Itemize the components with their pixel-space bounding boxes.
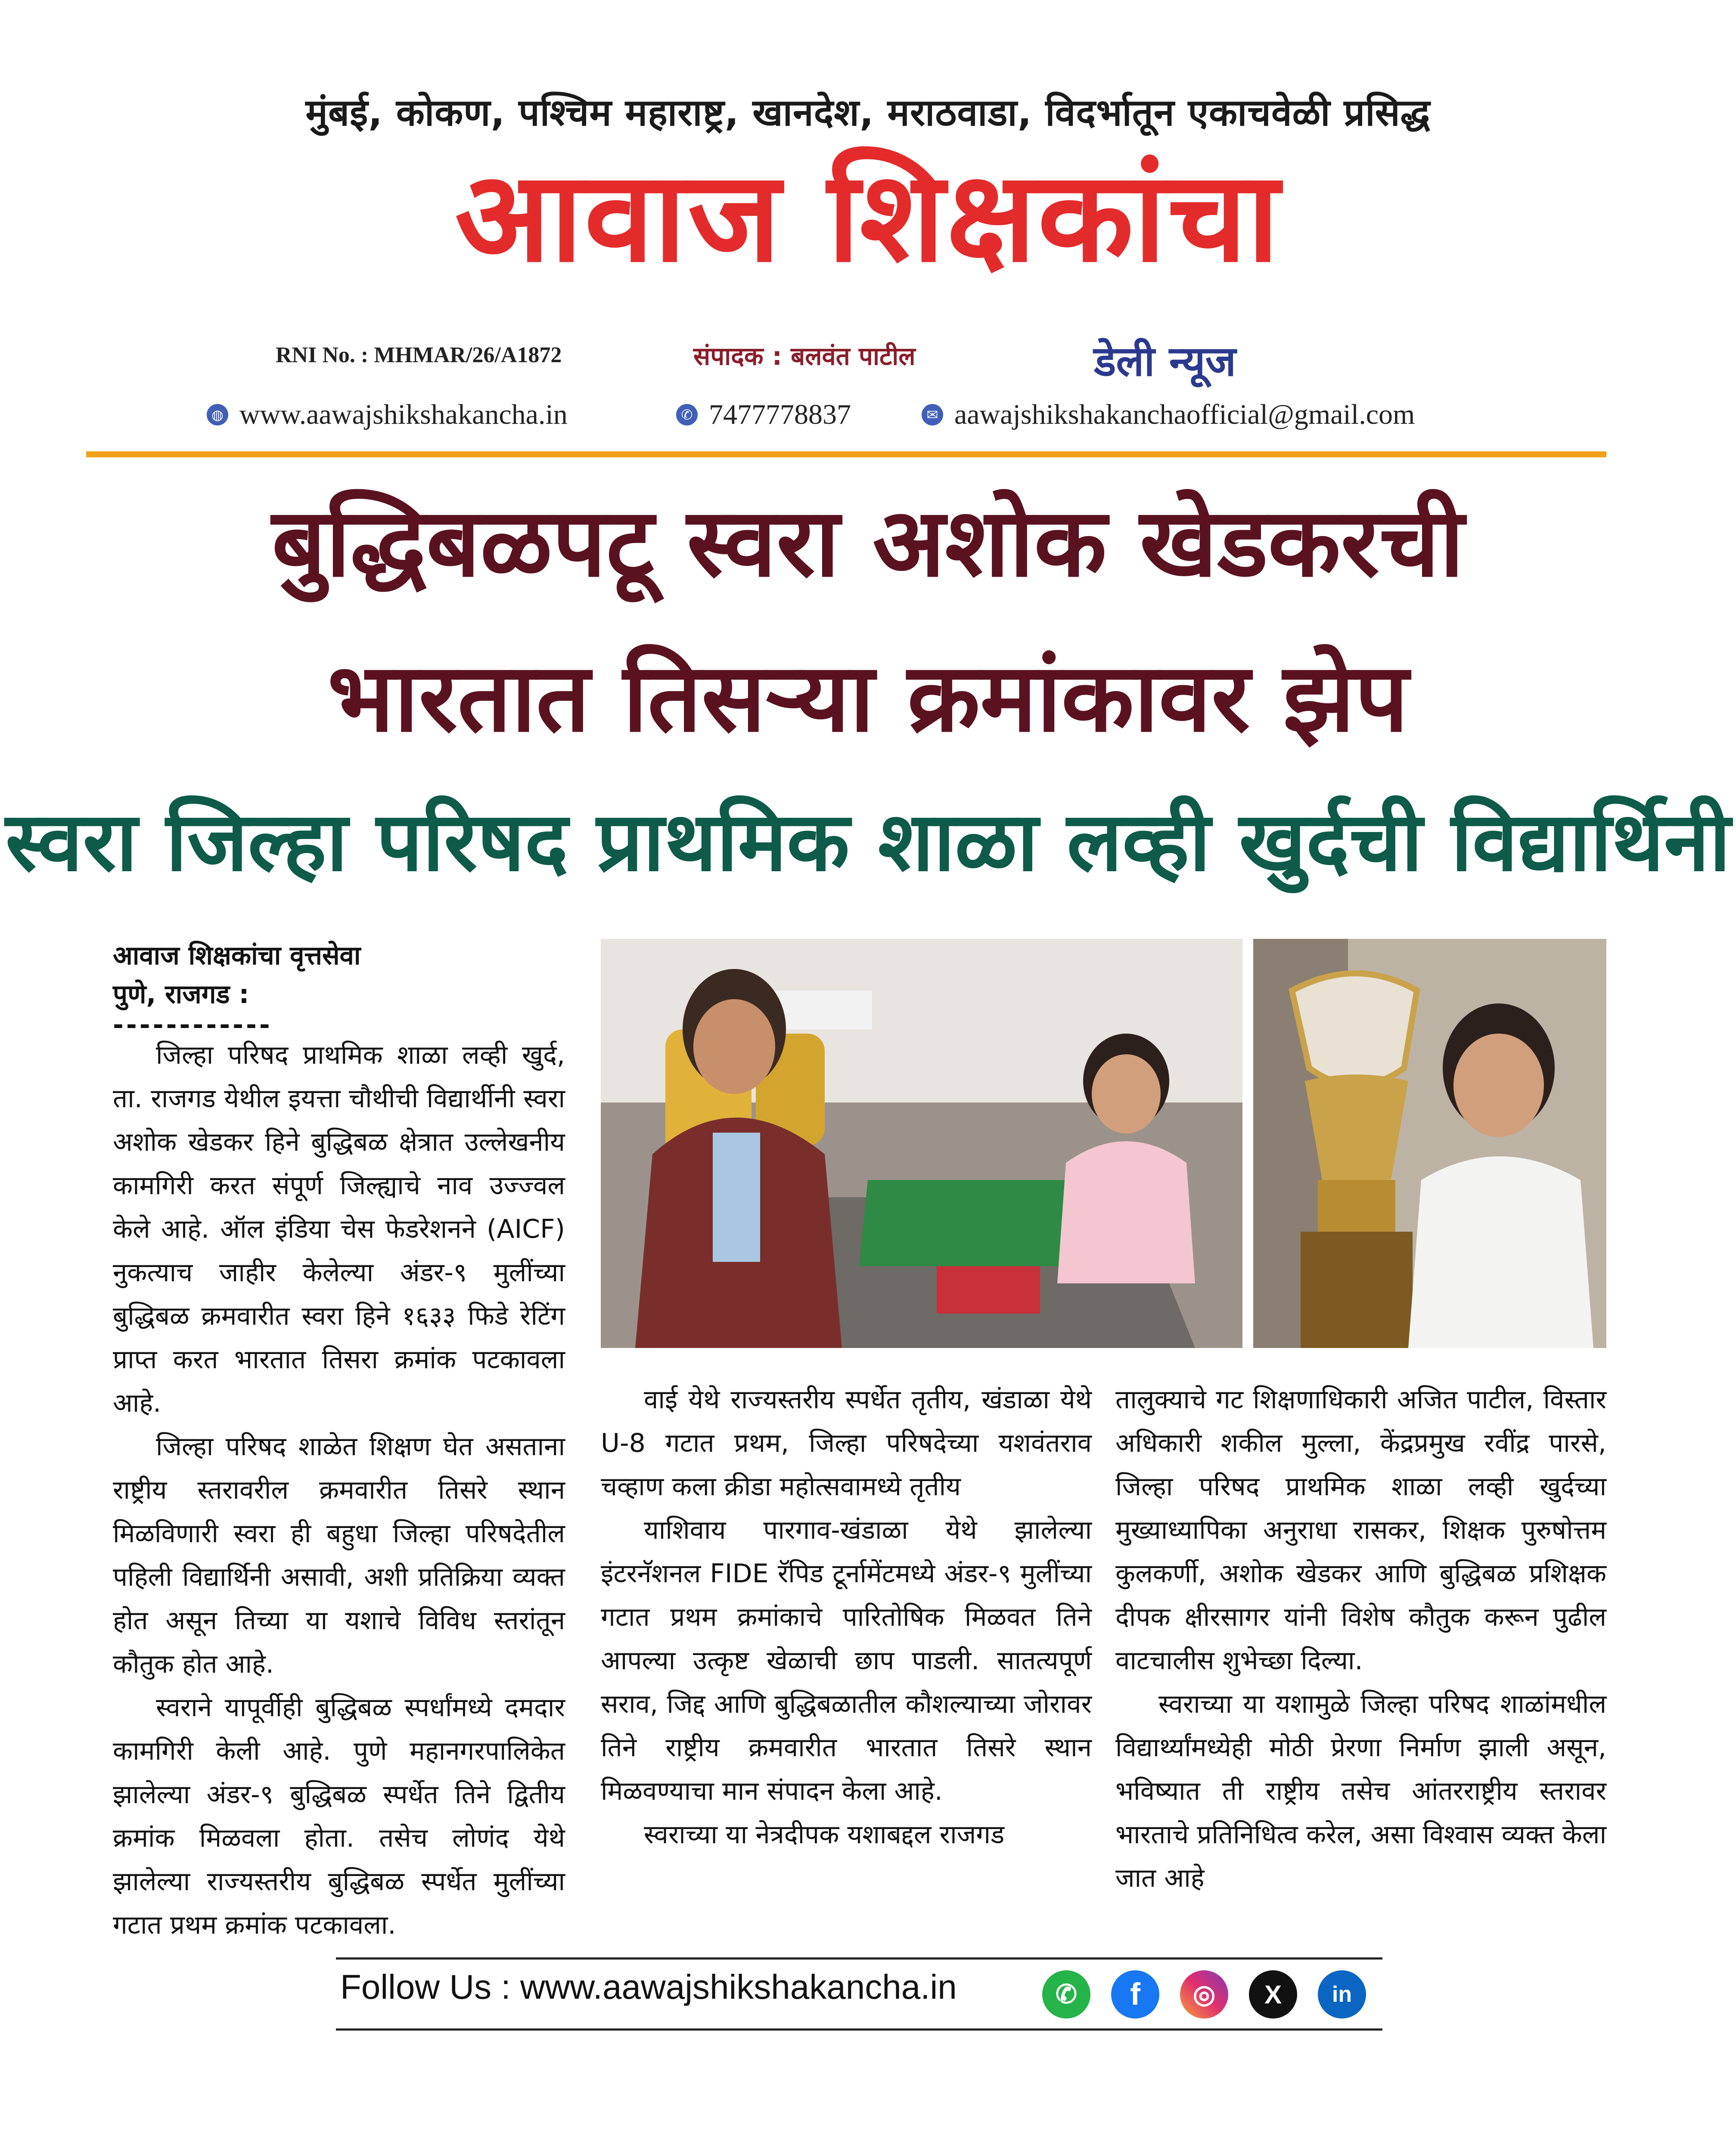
header-divider bbox=[86, 451, 1606, 457]
phone-icon: ✆ bbox=[676, 404, 698, 425]
website-contact[interactable] bbox=[207, 398, 568, 431]
article-column-2 bbox=[601, 1378, 1092, 1857]
phone-text[interactable]: 7477778837 bbox=[709, 399, 851, 430]
instagram-icon[interactable]: ◎ bbox=[1180, 1970, 1228, 2019]
whatsapp-icon[interactable]: ✆ bbox=[1042, 1970, 1090, 2019]
paragraph: जिल्हा परिषद प्राथमिक शाळा लव्ही खुर्द, ता. राजगड येथील इयत्ता चौथीची विद्यार्थीनी स्वरा अशोक खेडकर हिने बुद्धिबळ क्षेत्रात उल्लेखनीय कामगिरी करत संपूर्ण जिल्ह्याचे नाव उज्ज्वल केले आहे. ऑल इंडिया चेस फेडरेशनने (AICF) नुकत्याच जाहीर केलेल्या अंडर-९ मुलींच्या बुद्धिबळ क्रमवारीत स्वरा हिने १६३३ फिडे रेटिंग प्राप्त करत भारतात तिसरा क्रमांक पटकावला आहे. bbox=[113, 1040, 565, 1418]
email-contact[interactable] bbox=[922, 398, 1415, 431]
chess-match-photo bbox=[601, 939, 1242, 1348]
website-text[interactable]: www.aawajshikshakancha.in bbox=[239, 399, 568, 430]
paragraph: याशिवाय पारगाव-खंडाळा येथे झालेल्या इंटरनॅशनल FIDE रॅपिड टूर्नामेंटमध्ये अंडर-९ मुलींच्या गटात प्रथम क्रमांकाचे पारितोषिक मिळवत तिने आपल्या उत्कृष्ट खेळाची छाप पाडली. सातत्यपूर्ण सराव, जिद्द आणि बुद्धिबळातील कौशल्याच्या जोरावर तिने राष्ट्रीय क्रमवारीत भारतात तिसरे स्थान मिळवण्याचा मान संपादन केला आहे. bbox=[601, 1515, 1092, 1806]
rni-number: RNI No. : MHMAR/26/A1872 bbox=[276, 343, 562, 367]
trophy-illustration bbox=[1253, 939, 1606, 1348]
byline-divider: ------------ bbox=[113, 1010, 273, 1040]
phone-contact[interactable] bbox=[676, 398, 851, 431]
footer-divider-top bbox=[336, 1957, 1382, 1960]
trophy-photo bbox=[1253, 939, 1606, 1348]
email-text[interactable]: aawajshikshakanchaofficial@gmail.com bbox=[954, 399, 1415, 430]
article-column-3 bbox=[1115, 1378, 1606, 1900]
paragraph: वाई येथे राज्यस्तरीय स्पर्धेत तृतीय, खंडाळा येथे U-8 गटात प्रथम, जिल्हा परिषदेच्या यशवंतराव चव्हाण कला क्रीडा महोत्सवामध्ये तृतीय bbox=[601, 1385, 1092, 1502]
byline: आवाज शिक्षकांचा वृत्तसेवा bbox=[113, 941, 361, 971]
paragraph: स्वराने यापूर्वीही बुद्धिबळ स्पर्धांमध्ये दमदार कामगिरी केली आहे. पुणे महानगरपालिकेत झालेल्या अंडर-९ बुद्धिबळ स्पर्धेत तिने द्वितीय क्रमांक मिळवला होता. तसेच लोणंद येथे झालेल्या राज्यस्तरीय बुद्धिबळ स्पर्धेत मुलींच्या गटात प्रथम क्रमांक पटकावला. bbox=[113, 1693, 565, 1940]
editor-name: संपादक : बलवंत पाटील bbox=[693, 342, 916, 371]
paragraph: स्वराच्या या नेत्रदीपक यशाबद्दल राजगड bbox=[644, 1820, 1005, 1850]
linkedin-icon[interactable]: in bbox=[1318, 1970, 1366, 2019]
facebook-icon[interactable]: f bbox=[1111, 1970, 1159, 2019]
paragraph: तालुक्याचे गट शिक्षणाधिकारी अजित पाटील, विस्तार अधिकारी शकील मुल्ला, केंद्रप्रमुख रवींद्र पारसे, जिल्हा परिषद प्राथमिक शाळा लव्ही खुर्दच्या मुख्याध्यापिका अनुराधा रासकर, शिक्षक पुरुषोत्तम कुलकर्णी, अशोक खेडकर आणि बुद्धिबळ प्रशिक्षक दीपक क्षीरसागर यांनी विशेष कौतुक करून पुढील वाटचालीस शुभेच्छा दिल्या. bbox=[1115, 1385, 1606, 1676]
footer-divider-bottom bbox=[336, 2028, 1382, 2031]
paragraph: जिल्हा परिषद शाळेत शिक्षण घेत असताना राष्ट्रीय स्तरावरील क्रमवारीत तिसरे स्थान मिळविणारी स्वरा ही बहुधा जिल्हा परिषदेतील पहिली विद्यार्थिनी असावी, अशी प्रतिक्रिया व्यक्त होत असून तिच्या या यशाचे विविध स्तरांतून कौतुक होत आहे. bbox=[113, 1432, 565, 1679]
daily-news-label: डेली न्यूज bbox=[1094, 337, 1236, 385]
follow-us-text[interactable]: Follow Us : www.aawajshikshakancha.in bbox=[340, 1968, 957, 2006]
tagline: मुंबई, कोकण, पश्चिम महाराष्ट्र, खानदेश, मराठवाडा, विदर्भातून एकाचवेळी प्रसिद्ध bbox=[305, 91, 1431, 134]
chess-match-illustration bbox=[601, 939, 1242, 1348]
x-icon[interactable]: X bbox=[1249, 1970, 1297, 2019]
email-icon: ✉ bbox=[922, 404, 943, 425]
masthead-title: आवाज शिक्षकांचा bbox=[455, 145, 1281, 290]
globe-icon: ◍ bbox=[207, 404, 228, 425]
headline-line-1: बुद्धिबळपटू स्वरा अशोक खेडकरची bbox=[272, 488, 1464, 598]
article-column-1 bbox=[113, 1034, 565, 1947]
headline-line-2: भारतात तिसऱ्या क्रमांकावर झेप bbox=[327, 643, 1409, 753]
subheadline: स्वरा जिल्हा परिषद प्राथमिक शाळा लव्ही खुर्दची विद्यार्थिनी bbox=[5, 794, 1731, 889]
dateline: पुणे, राजगड : bbox=[113, 979, 249, 1009]
paragraph: स्वराच्या या यशामुळे जिल्हा परिषद शाळांमधील विद्यार्थ्यांमध्येही मोठी प्रेरणा निर्माण झाली असून, भविष्यात ती राष्ट्रीय तसेच आंतरराष्ट्रीय स्तरावर भारताचे प्रतिनिधित्व करेल, असा विश्वास व्यक्त केला जात आहे bbox=[1115, 1689, 1606, 1893]
